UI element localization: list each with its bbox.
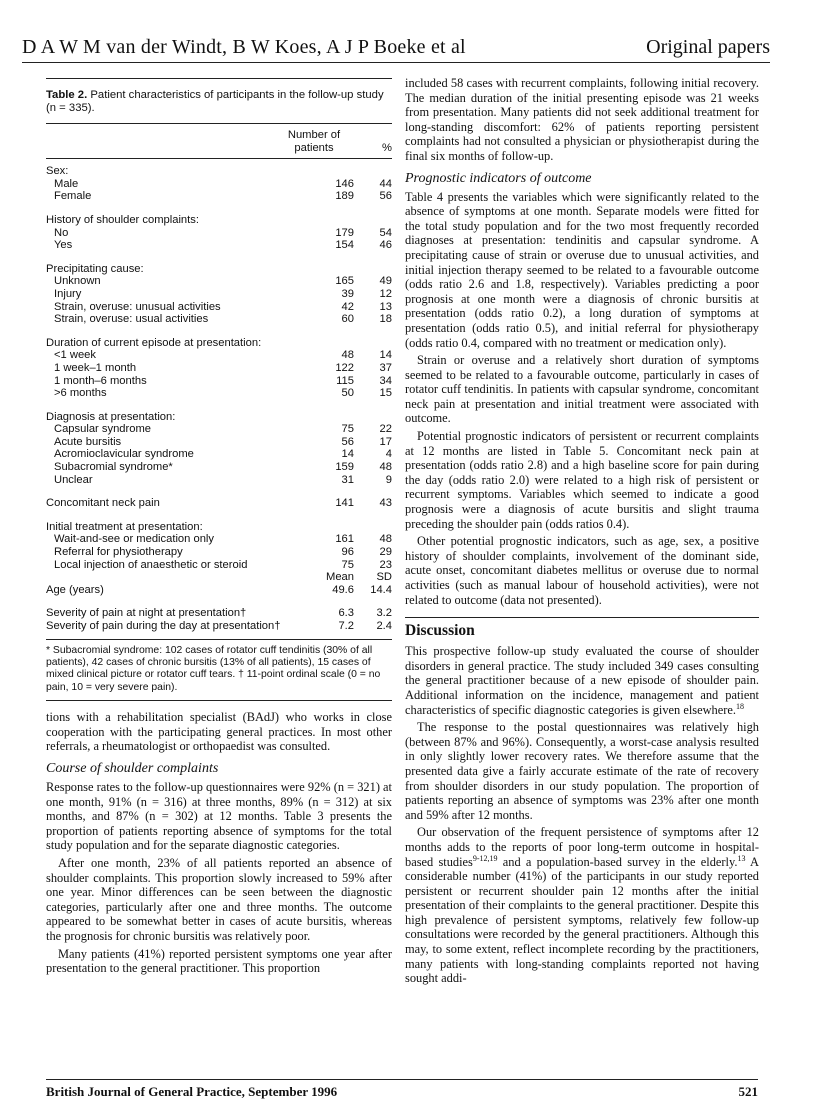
table-body-continuous — [46, 584, 392, 633]
row-percent: 56 — [379, 190, 392, 203]
row-value: 48 — [341, 349, 354, 362]
row-percent: 12 — [379, 287, 392, 300]
table-row — [46, 263, 392, 276]
row-label: Injury — [54, 287, 82, 300]
row-label: Unknown — [54, 275, 101, 288]
row-label: Wait-and-see or medication only — [54, 533, 215, 546]
table-row — [46, 584, 392, 597]
header-section: Original papers — [646, 36, 770, 58]
table-spacer — [46, 326, 392, 337]
row-label: Precipitating cause: — [46, 262, 144, 275]
row-label: Female — [54, 190, 92, 203]
table-footnote: * Subacromial syndrome: 102 cases of rotator cuff tendinitis (30% of all patients), 42 cases of chronic bursitis (13% of all patients), 15 cases of mixed clinical picture or rotator cuff tears. † 11-point ordinal scale (0 = no pain, 10 = very severe pain). — [46, 645, 392, 702]
row-value: 75 — [341, 423, 354, 436]
row-percent: 23 — [379, 558, 392, 571]
table-caption-text: Patient characteristics of participants in the follow-up study (n = 335). — [46, 89, 384, 114]
table-row — [46, 533, 392, 546]
table-row — [46, 448, 392, 461]
left-paragraph-3: Many patients (41%) reported persistent symptoms one year after presentation to the general practitioner. This proportion — [46, 946, 392, 976]
row-label: History of shoulder complaints: — [46, 213, 199, 226]
row-label: Referral for physiotherapy — [54, 546, 183, 559]
row-value: 189 — [335, 190, 354, 203]
table-row — [46, 227, 392, 240]
row-percent: 3.2 — [376, 607, 392, 620]
col-number-header: Number of patients — [287, 129, 341, 154]
row-percent — [354, 521, 392, 534]
row-value: 179 — [335, 226, 354, 239]
reference-marker: 13 — [737, 853, 746, 863]
table-row — [46, 214, 392, 227]
table-row — [46, 337, 392, 350]
table-row — [46, 423, 392, 436]
row-label: Subacromial syndrome* — [54, 461, 173, 474]
table-row — [46, 559, 392, 572]
table-row — [46, 620, 392, 633]
row-percent: 2.4 — [376, 620, 392, 632]
row-percent: 49 — [379, 275, 392, 288]
table-row — [46, 288, 392, 301]
mean-sd-header — [46, 571, 392, 584]
table-row — [46, 607, 392, 620]
right-paragraph-4: Other potential prognostic indicators, such as age, sex, a positive history of shoulder complaints, involvement of the dominant side, acute onset, concomitant diabetes mellitus or overuse due to normal activities (such as manual labour of household activities), were not related to outcome (data not presented). — [405, 534, 759, 607]
row-value: 31 — [341, 473, 354, 486]
table-row — [46, 461, 392, 474]
right-paragraph-1: Table 4 presents the variables which were significantly related to the absence of symptoms at one month. Separate models were fitted for the total study population and for the two most frequently recorded diagnoses at presentation: tendinitis and capsular syndrome. A precipitating cause of strain or overuse due to unusual activities, and initial injection therapy seemed to be related to a favourable outcome (odds ratio 2.6 and 1.8, respectively). Variables predicting a poor prognosis at one month were a diagnosis of chronic bursitis at presentation (odds ratio 0.2), a long duration of symptoms at presentation (odds ratio 0.5), and initial referral for physiotherapy (odds ratio 0.4, compared with no treatment or medication only). — [405, 189, 759, 350]
row-label: Severity of pain at night at presentation† — [46, 607, 247, 620]
row-value — [294, 337, 354, 350]
table-spacer — [46, 596, 392, 607]
table-spacer — [46, 400, 392, 411]
row-percent: 13 — [379, 300, 392, 313]
row-percent: 44 — [379, 177, 392, 190]
row-value: 122 — [335, 361, 354, 374]
row-value: 6.3 — [338, 607, 354, 620]
table-caption — [46, 78, 392, 124]
right-column — [405, 76, 759, 986]
row-percent: 22 — [379, 423, 392, 436]
table-column-header — [46, 124, 392, 159]
row-value — [294, 214, 354, 227]
discussion-paragraph-3 — [405, 825, 759, 986]
row-percent — [354, 411, 392, 424]
table-row — [46, 521, 392, 534]
row-percent: 15 — [379, 387, 392, 400]
left-paragraph-continued: tions with a rehabilitation specialist (BAdJ) who works in close cooperation with the participating general practices. In most other referrals, a rheumatologist or orthopaedist was consulted. — [46, 710, 392, 754]
row-label: Duration of current episode at presentation: — [46, 336, 262, 349]
row-value: 154 — [335, 239, 354, 252]
row-value: 115 — [336, 374, 354, 387]
row-label: <1 week — [54, 349, 96, 362]
row-value: 7.2 — [338, 620, 354, 632]
row-label: Sex: — [46, 165, 69, 178]
row-label: 1 week–1 month — [54, 361, 137, 374]
col-mean-header: Mean — [326, 571, 354, 584]
row-label: Unclear — [54, 473, 93, 486]
col-percent-header: % — [382, 141, 392, 154]
row-label: Local injection of anaesthetic or steroid — [54, 558, 248, 571]
table-body — [46, 165, 392, 571]
row-label: Strain, overuse: usual activities — [54, 313, 209, 326]
row-percent: 17 — [379, 435, 392, 448]
row-label: Strain, overuse: unusual activities — [54, 300, 221, 313]
row-percent: 29 — [379, 546, 392, 559]
row-percent: 37 — [379, 361, 392, 374]
table-row — [46, 165, 392, 178]
row-value: 14 — [341, 448, 354, 461]
reference-marker: 9-12,19 — [472, 853, 498, 863]
discussion-paragraph-3b: and a population-based survey in the elderly. — [497, 854, 738, 869]
heading-prognostic-indicators: Prognostic indicators of outcome — [405, 170, 592, 186]
table-row — [46, 178, 392, 191]
row-value: 39 — [341, 287, 354, 300]
row-percent: 43 — [379, 497, 392, 510]
row-value: 141 — [335, 497, 354, 510]
left-paragraph-1: Response rates to the follow-up questionnaires were 92% (n = 321) at one month, 91% (n = 316) at three months, 89% (n = 312) at six months, and 87% (n = 302) at 12 months. Table 3 presents the proportion of patients reporting absence of symptoms for the total study population and for the separate diagnostic categories. — [46, 780, 392, 853]
row-percent: 4 — [385, 448, 392, 461]
table-row — [46, 275, 392, 288]
row-percent: 48 — [379, 461, 392, 474]
discussion-paragraph-3c: A considerable number (41%) of the participants in our study reported persistent or recurrent shoulder pain 12 months after the initial presentation of their complaints to the general practitioner. Despite this high prevalence of persistent symptoms, relatively few follow-up consultations were recorded by the general practitioners. Although this may, to some extent, reflect incomplete recording by the practitioners, many patients with long-standing complaints reported not having sought addi- — [405, 854, 759, 986]
left-column — [46, 78, 392, 976]
row-label: Acute bursitis — [54, 435, 122, 448]
table-spacer — [46, 486, 392, 497]
row-value: 42 — [341, 300, 354, 313]
table-spacer — [46, 203, 392, 214]
row-percent: 9 — [385, 473, 392, 486]
row-percent — [354, 165, 392, 178]
table-caption-label: Table 2. — [46, 89, 88, 101]
table-row — [46, 349, 392, 362]
footer-journal: British Journal of General Practice, September 1996 — [46, 1084, 338, 1099]
row-value — [294, 521, 354, 534]
table-row — [46, 411, 392, 424]
table-row — [46, 546, 392, 559]
row-percent — [354, 337, 392, 350]
table-row — [46, 239, 392, 252]
table-spacer — [46, 510, 392, 521]
row-label: Yes — [54, 239, 73, 252]
row-percent: 34 — [379, 374, 392, 387]
row-label: >6 months — [54, 387, 107, 400]
row-percent — [354, 263, 392, 276]
row-value: 50 — [341, 387, 354, 400]
row-percent: 54 — [379, 226, 392, 239]
page-number: 521 — [738, 1084, 758, 1099]
table-row — [46, 301, 392, 314]
reference-marker: 18 — [735, 701, 744, 711]
table-row — [46, 436, 392, 449]
row-label: Severity of pain during the day at presentation† — [46, 620, 281, 632]
discussion-paragraph-2: The response to the postal questionnaires was relatively high (between 87% and 96%). Consequently, a worst-case analysis resulted in only slightly lower recovery rates. We therefore assume that the presented data give a fairly accurate estimate of the rate of recovery from shoulder disorders in our study population. The proportion of patients reporting an absence of symptoms was 23% after one month and 59% after 12 months. — [405, 720, 759, 822]
row-value — [294, 411, 354, 424]
table-row — [46, 313, 392, 326]
discussion-paragraph-3a: Our observation of the frequent persistence of symptoms after 12 months adds to the reports of poor long-term outcome in hospital-based studies — [405, 825, 759, 869]
row-value: 56 — [341, 435, 354, 448]
row-percent — [354, 214, 392, 227]
discussion-paragraph-1-text: This prospective follow-up study evaluated the course of shoulder disorders in general practice. The study included 349 cases consulting the general practitioner because of a new episode of shoulder pain. Additional information on the incidence, management and patient characteristics of specific diagnostic categories is given elsewhere. — [405, 644, 759, 717]
row-percent: 46 — [379, 239, 392, 252]
right-paragraph-3: Potential prognostic indicators of persistent or recurrent complaints at 12 months are listed in Table 5. Concomitant neck pain at presentation (odds ratio 2.8) and a high baseline score for pain during the day (odds ratio 2.0) were related to a high risk of persistent or recurrent symptoms. Variables which seemed to indicate a good prognosis were a diagnosis of acute bursitis and slight trauma preceding the shoulder pain (odds ratios 0.4). — [405, 429, 759, 531]
table-row — [46, 497, 392, 510]
row-label: Diagnosis at presentation: — [46, 410, 176, 423]
heading-discussion: Discussion — [405, 617, 759, 640]
row-percent: 14.4 — [370, 583, 392, 596]
running-header — [22, 36, 770, 63]
row-percent: 48 — [379, 533, 392, 546]
row-value: 75 — [341, 558, 354, 571]
row-value: 165 — [335, 275, 354, 288]
table-row — [46, 375, 392, 388]
row-label: No — [54, 226, 69, 239]
row-label: 1 month–6 months — [54, 374, 147, 387]
row-value — [294, 165, 354, 178]
row-value: 159 — [335, 461, 354, 474]
col-sd-header: SD — [376, 571, 392, 584]
patient-characteristics-table — [46, 124, 392, 640]
row-value: 60 — [341, 313, 354, 326]
row-label: Acromioclavicular syndrome — [54, 448, 194, 461]
table-spacer — [46, 252, 392, 263]
table-row — [46, 362, 392, 375]
right-paragraph-continued: included 58 cases with recurrent complaints, following initial recovery. The median duration of the initial presenting episode was 21 weeks from presentation. Many patients did not seek additional treatment for long-standing discomfort: 62% of patients reporting persistent complaints had not consulted a physician or physiotherapist during the final six months of follow-up. — [405, 76, 759, 163]
right-paragraph-2: Strain or overuse and a relatively short duration of symptoms seemed to be related to a favourable outcome, particularly in cases of rotator cuff tendinitis. In patients with capsular syndrome, concomitant neck pain at presentation and initial treatment were associated with outcome. — [405, 353, 759, 426]
row-percent: 14 — [379, 349, 392, 362]
left-paragraph-2: After one month, 23% of all patients reported an absence of shoulder complaints. This proportion slowly increased to 59% after one year. Minor differences can be seen between the diagnostic categories, particularly after one and three months. The outcome appeared to be somewhat better in cases of acute bursitis, whereas the prognosis for chronic bursitis was relatively poor. — [46, 855, 392, 943]
row-value — [294, 263, 354, 276]
page-footer — [46, 1079, 758, 1099]
row-value: 161 — [335, 533, 354, 546]
discussion-paragraph-1 — [405, 644, 759, 717]
row-label: Concomitant neck pain — [46, 497, 160, 510]
row-value: 49.6 — [332, 583, 354, 596]
header-authors: D A W M van der Windt, B W Koes, A J P Boeke et al — [22, 36, 466, 58]
row-label: Initial treatment at presentation: — [46, 520, 203, 533]
table-row — [46, 190, 392, 203]
row-label: Age (years) — [46, 583, 104, 596]
row-value: 146 — [335, 177, 354, 190]
heading-course-of-complaints: Course of shoulder complaints — [46, 761, 219, 776]
table-row — [46, 387, 392, 400]
row-value: 96 — [341, 546, 354, 559]
row-label: Capsular syndrome — [54, 423, 152, 436]
row-percent: 18 — [379, 313, 392, 326]
table-row — [46, 474, 392, 487]
row-label: Male — [54, 177, 79, 190]
